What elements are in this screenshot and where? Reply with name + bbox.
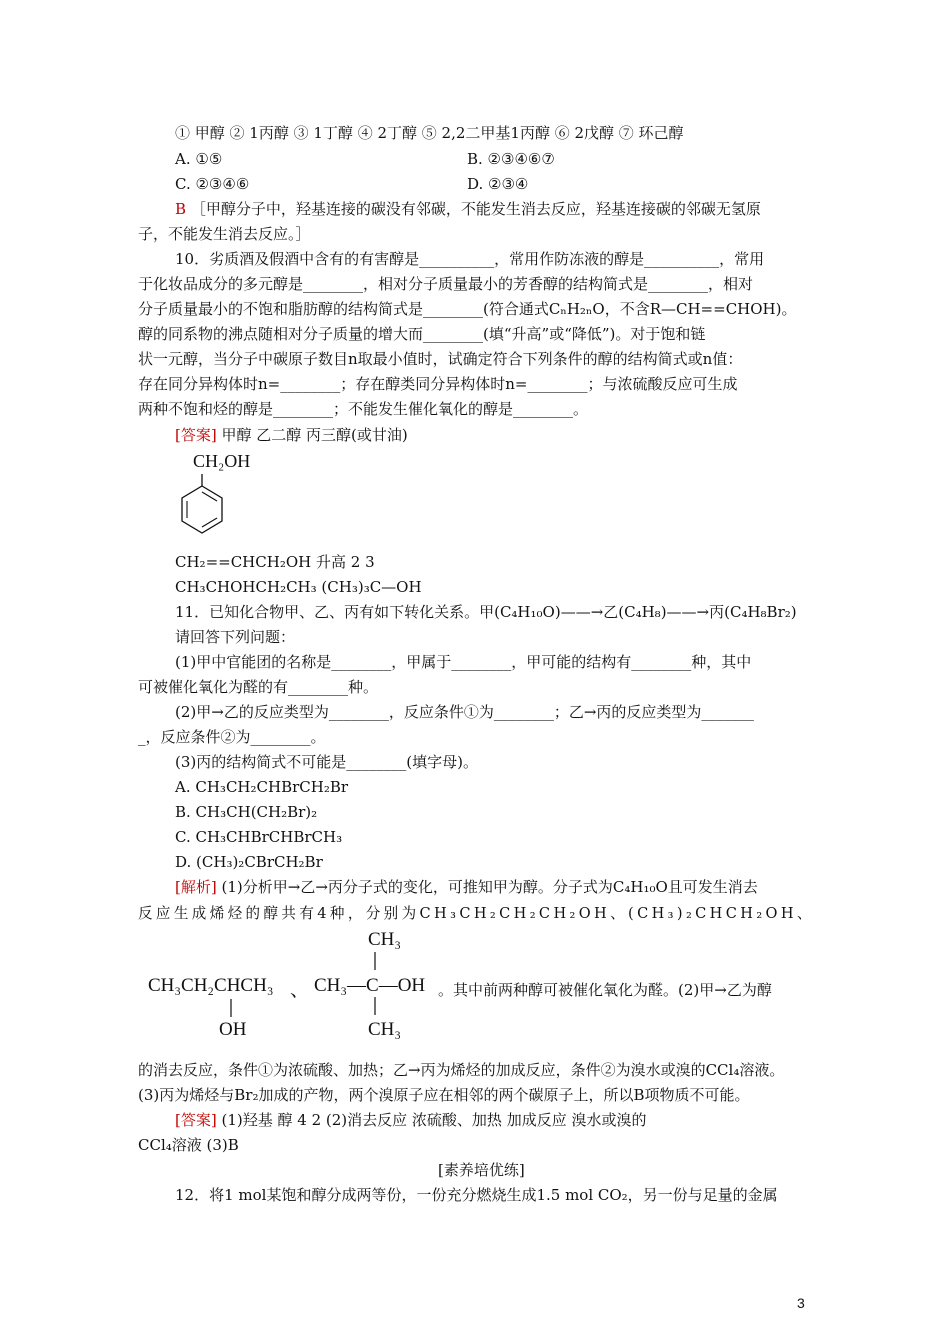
q11-analysis-tag: [解析] (175, 878, 217, 896)
q10-line5: 状一元醇，当分子中碳原子数目n取最小值时，试确定符合下列条件的醇的结构简式或n值： (138, 350, 743, 368)
mol1-oh: OH (219, 1019, 247, 1040)
q11-answer-line2: CCl₄溶液 (3)B (138, 1136, 239, 1154)
q11-answer-text1: (1)羟基 醇 4 2 (2)消去反应 浓硫酸、加热 加成反应 溴水或溴的 (221, 1111, 647, 1129)
q11-analysis-text1: (1)分析甲→乙→丙分子式的变化，可推知甲为醇。分子式为C₄H₁₀O且可发生消去 (221, 878, 758, 896)
q11-part1-b: 可被催化氧化为醛的有________种。 (138, 678, 379, 696)
q10-line2: 于化妆品成分的多元醇是________，相对分子质量最小的芳香醇的结构简式是________，相对 (138, 275, 754, 293)
q11-answer-tag: [答案] (175, 1111, 217, 1129)
q11-analysis-line2: 反应生成烯烃的醇共有4种，分别为CH₃CH₂CH₂CH₂OH、(CH₃)₂CHCH₂OH、 (138, 904, 815, 922)
mol2-top-ch3: CH₃ (368, 929, 402, 950)
q10-answer-tag: [答案] (175, 426, 217, 444)
q9-choice-d: D. ②③④ (467, 175, 529, 193)
q11-part2-a: (2)甲→乙的反应类型为________，反应条件①为________；乙→丙的反应类型为_______ (175, 703, 754, 721)
q11-analysis-line1 (175, 877, 758, 897)
q11-part3: (3)丙的结构简式不可能是________(填字母)。 (175, 753, 478, 771)
mol2-main: CH₃—C—OH (314, 975, 426, 996)
mol1-bond (225, 997, 237, 1019)
q11-analysis-line5: (3)丙为烯烃与Br₂加成的产物，两个溴原子应在相邻的两个碳原子上，所以B项物质不可能。 (138, 1086, 750, 1104)
q11-option-d: D. (CH₃)₂CBrCH₂Br (175, 853, 323, 871)
q9-explanation-text: ［甲醇分子中，羟基连接的碳没有邻碳，不能发生消去反应，羟基连接碳的邻碳无氢原 (190, 200, 761, 218)
mol-separator: 、 (290, 980, 310, 1001)
q10-answer-text1: 甲醇 乙二醇 丙三醇(或甘油) (221, 426, 408, 444)
q9-choice-a: A. ①⑤ (175, 150, 223, 168)
benzene-ring-structure (172, 470, 232, 540)
mol2-bottom-ch3: CH₃ (368, 1019, 402, 1040)
q10-line1: 10．劣质酒及假酒中含有的有害醇是__________，常用作防冻液的醇是__________，常用 (175, 250, 765, 268)
q9-choice-b: B. ②③④⑥⑦ (467, 150, 555, 168)
q10-line3: 分子质量最小的不饱和脂肪醇的结构简式是________(符合通式CₙH₂ₙO，不含R—CH==CHOH)。 (138, 300, 797, 318)
q10-answer-text3: CH₃CHOHCH₂CH₃ (CH₃)₃C—OH (175, 578, 422, 596)
q9-answer-letter: B (175, 200, 187, 218)
q11-line1: 11．已知化合物甲、乙、丙有如下转化关系。甲(C₄H₁₀O)——→乙(C₄H₈)——→丙(C₄H₈Br₂) (175, 603, 797, 621)
q11-analysis-line3: 。其中前两种醇可被催化氧化为醛。(2)甲→乙为醇 (438, 981, 772, 999)
q11-option-b: B. CH₃CH(CH₂Br)₂ (175, 803, 318, 821)
q11-answer-line1 (175, 1110, 646, 1130)
q9-explanation-line2: 子，不能发生消去反应。］ (138, 225, 311, 243)
page-number: 3 (797, 1295, 805, 1311)
q11-analysis-line4: 的消去反应，条件①为浓硫酸、加热；乙→丙为烯烃的加成反应，条件②为溴水或溴的CCl₄溶液。 (138, 1061, 785, 1079)
q11-line2: 请回答下列问题： (175, 628, 296, 646)
section-title: [素养培优练] (438, 1161, 525, 1179)
q9-options: ① 甲醇 ② 1丙醇 ③ 1丁醇 ④ 2丁醇 ⑤ 2,2二甲基1丙醇 ⑥ 2戊醇 ⑦ 环己醇 (175, 124, 684, 142)
q10-answer-text2: CH₂==CHCH₂OH 升高 2 3 (175, 553, 375, 571)
mol1-main: CH₃CH₂CHCH₃ (148, 975, 274, 996)
q11-option-c: C. CH₃CHBrCHBrCH₃ (175, 828, 343, 846)
q12-line1: 12．将1 mol某饱和醇分成两等份，一份充分燃烧生成1.5 mol CO₂，另一份与足量的金属 (175, 1186, 778, 1204)
q10-line7: 两种不饱和烃的醇是________；不能发生催化氧化的醇是________。 (138, 400, 589, 418)
benzyl-ch2oh-label: CH₂OH (193, 451, 251, 471)
q10-line6: 存在同分异构体时n=________；存在醇类同分异构体时n=________；与浓硫酸反应可生成 (138, 375, 738, 393)
q10-answer (175, 425, 408, 445)
q9-explanation-line1 (175, 199, 761, 219)
q11-option-a: A. CH₃CH₂CHBrCH₂Br (175, 778, 349, 796)
q11-part1-a: (1)甲中官能团的名称是________，甲属于________，甲可能的结构有________种，其中 (175, 653, 752, 671)
q11-part2-b: _，反应条件②为________。 (138, 728, 326, 746)
q10-line4: 醇的同系物的沸点随相对分子质量的增大而________(填“升高”或“降低”)。对于饱和链 (138, 325, 706, 343)
q9-choice-c: C. ②③④⑥ (175, 175, 250, 193)
